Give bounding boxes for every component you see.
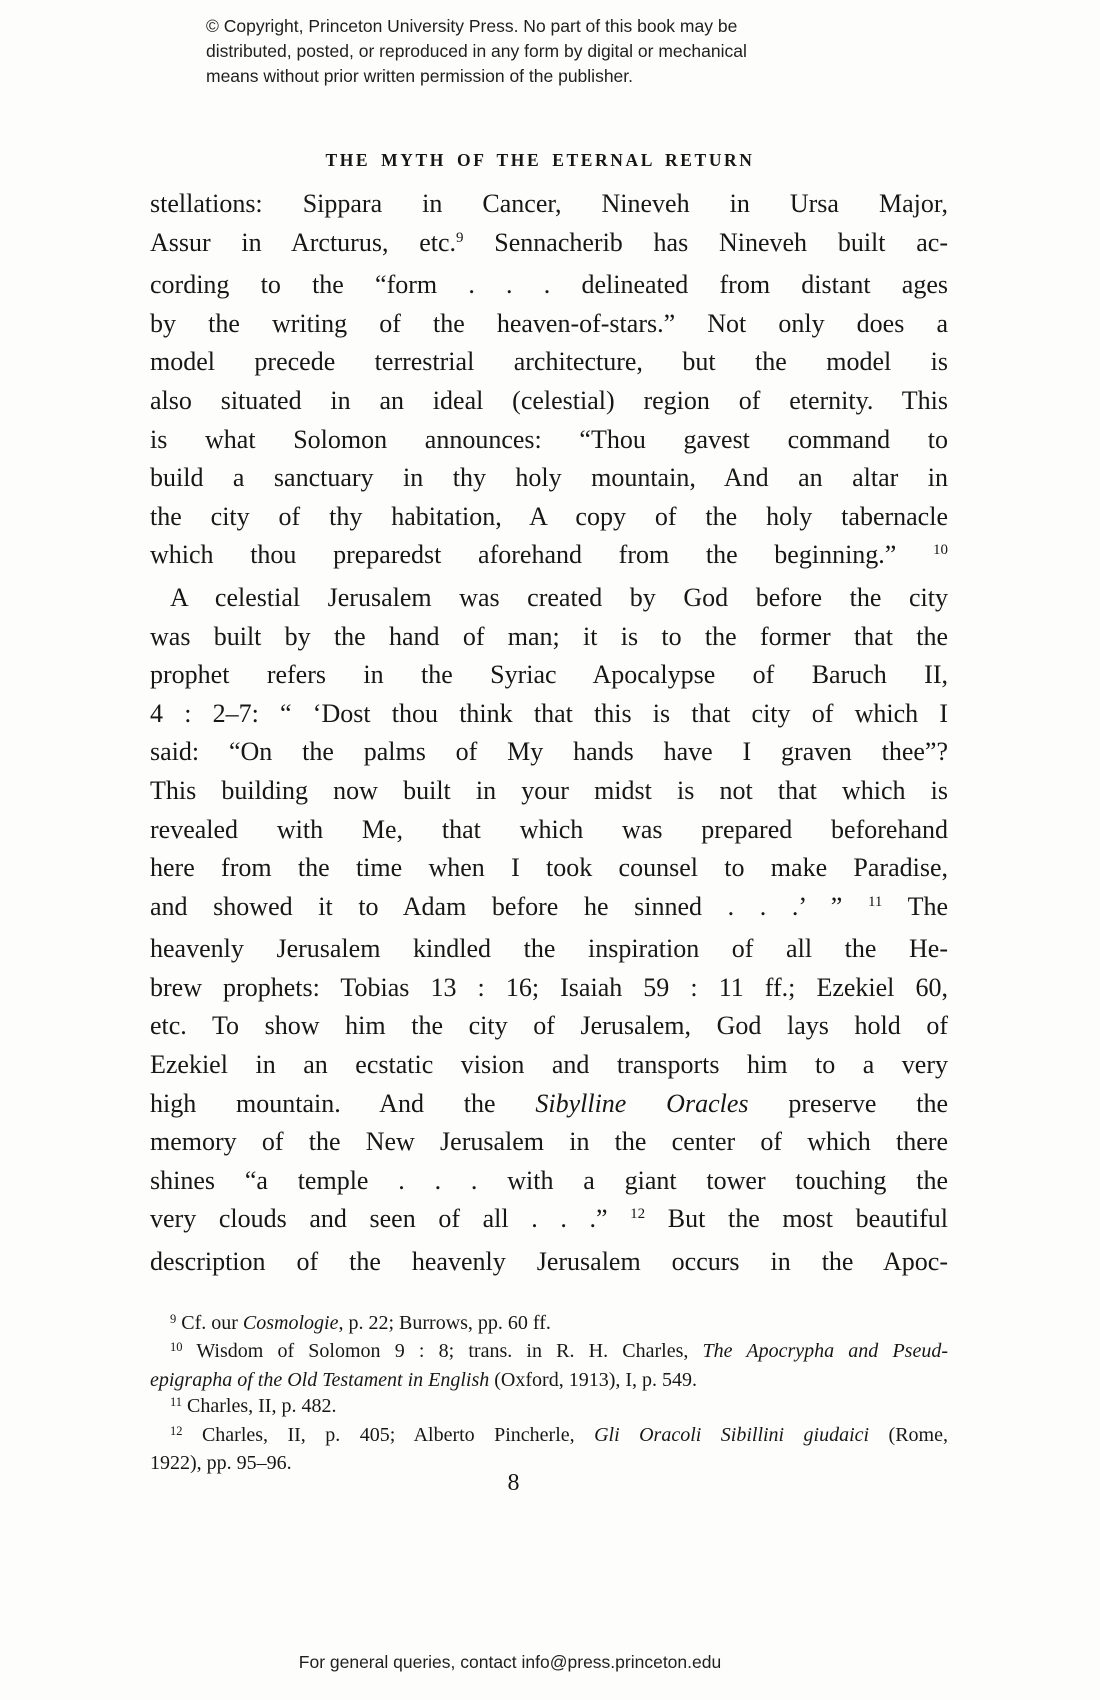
text-segment: Wisdom of Solomon 9 : 8; trans. in R. H. Charles, [182, 1340, 703, 1363]
body-line [150, 305, 948, 344]
text-segment: the city of thy habitation, A copy of the holy tabernacle [150, 501, 948, 531]
text-segment: revealed with Me, that which was prepared beforehand [150, 814, 948, 844]
body-line [150, 1007, 948, 1046]
body-line [150, 224, 948, 267]
italic-text: epigrapha of the Old Testament in English [150, 1368, 490, 1391]
text-segment: high mountain. And the [150, 1088, 536, 1118]
text-segment: Charles, II, p. 482. [182, 1395, 337, 1418]
footnotes [150, 1310, 948, 1476]
copyright-line: © Copyright, Princeton University Press. No part of this book may be [206, 16, 738, 36]
body-line [150, 733, 948, 772]
copyright-line: means without prior written permission of the publisher. [206, 66, 634, 86]
text-segment: also situated in an ideal (celestial) region of eternity. This [150, 385, 948, 415]
copyright-notice [206, 14, 866, 89]
body-line [150, 888, 948, 931]
text-segment: But the most beautiful [645, 1204, 948, 1234]
body-line [150, 579, 948, 618]
body-line [150, 849, 948, 888]
text-segment: , p. 22; Burrows, pp. 60 ff. [338, 1312, 551, 1334]
body-line [150, 1046, 948, 1085]
italic-text: Sibylline Oracles [535, 1088, 749, 1118]
text-segment: shines “a temple . . . with a giant tower touching the [150, 1165, 948, 1195]
text-segment: model precede terrestrial architecture, but the model is [150, 347, 948, 377]
body-line [150, 343, 948, 382]
text-segment: Sennacherib has Nineveh built ac- [463, 227, 948, 257]
text-segment: heavenly Jerusalem kindled the inspiration of all the He- [150, 934, 948, 964]
text-segment: A celestial Jerusalem was created by God before the city [170, 582, 948, 612]
body-text [150, 185, 948, 1282]
footnote-reference: 9 [456, 229, 464, 246]
footnote-line [150, 1310, 948, 1338]
text-segment: The [882, 891, 949, 921]
text-segment: This building now built in your midst is not that which is [150, 775, 948, 805]
text-segment: build a sanctuary in thy holy mountain, And an altar in [150, 463, 948, 493]
text-segment: prophet refers in the Syriac Apocalypse of Baruch II, [150, 660, 948, 690]
text-segment: stellations: Sippara in Cancer, Nineveh in Ursa Major, [150, 189, 948, 218]
italic-text: The Apocrypha and Pseud- [702, 1340, 949, 1363]
text-segment: preserve the [748, 1088, 948, 1118]
text-segment: very clouds and seen of all . . .” [150, 1204, 631, 1234]
footnote-line [150, 1393, 948, 1421]
copyright-line: distributed, posted, or reproduced in any form by digital or mechanical [206, 41, 747, 61]
footnote-reference: 10 [170, 1340, 183, 1355]
text-segment: said: “On the palms of My hands have I graven thee”? [150, 737, 948, 767]
text-segment: which thou preparedst aforehand from the beginning.” [150, 540, 933, 570]
footnote-reference: 11 [867, 893, 883, 910]
text-segment: memory of the New Jerusalem in the center of which there [150, 1127, 948, 1157]
body-line [150, 618, 948, 657]
text-segment: (Rome, [869, 1423, 948, 1446]
body-line [150, 266, 948, 305]
text-segment: cording to the “form . . . delineated from distant ages [150, 270, 948, 300]
footnote-line [150, 1422, 948, 1450]
italic-text: Gli Oracoli Sibillini giudaici [594, 1423, 870, 1446]
body-line [150, 1243, 948, 1282]
text-segment: Ezekiel in an ecstatic vision and transports him to a very [150, 1050, 948, 1080]
text-segment: is what Solomon announces: “Thou gavest command to [150, 424, 948, 454]
text-segment: 4 : 2–7: “ ‘Dost thou think that this is that city of which I [150, 698, 948, 728]
body-line [150, 772, 948, 811]
text-segment: Assur in Arcturus, etc. [150, 227, 457, 257]
text-segment: (Oxford, 1913), I, p. 549. [489, 1368, 698, 1391]
footnote-reference: 9 [170, 1312, 177, 1326]
text-segment: and showed it to Adam before he sinned . . .’ ” [150, 891, 868, 921]
footer-contact: For general queries, contact info@press.princeton.edu [298, 1652, 722, 1672]
text-segment: here from the time when I took counsel to make Paradise, [150, 853, 948, 883]
body-line [150, 382, 948, 421]
body-line [150, 656, 948, 695]
text-segment: description of the heavenly Jerusalem occurs in the Apoc- [150, 1247, 948, 1277]
body-line [150, 421, 948, 460]
body-line [150, 459, 948, 498]
page-number: 8 [507, 1470, 520, 1496]
body-line [150, 185, 948, 224]
footnote-reference: 12 [170, 1423, 183, 1438]
running-head: THE MYTH OF THE ETERNAL RETURN [325, 150, 755, 170]
body-line [150, 1123, 948, 1162]
body-line [150, 969, 948, 1008]
body-line [150, 498, 948, 537]
body-line [150, 536, 948, 579]
body-line [150, 930, 948, 969]
body-line [150, 695, 948, 734]
body-line [150, 1085, 948, 1124]
text-segment: etc. To show him the city of Jerusalem, God lays hold of [150, 1011, 948, 1041]
footnote-reference: 11 [170, 1395, 183, 1410]
footnote-line [150, 1367, 948, 1393]
footnote-line [150, 1338, 948, 1366]
footnote-reference: 10 [933, 542, 948, 559]
footnote-reference: 12 [630, 1206, 646, 1223]
text-segment: brew prophets: Tobias 13 : 16; Isaiah 59 : 11 ff.; Ezekiel 60, [150, 972, 948, 1002]
body-line [150, 1200, 948, 1243]
text-segment: was built by the hand of man; it is to the former that the [150, 621, 948, 651]
text-segment: Charles, II, p. 405; Alberto Pincherle, [182, 1423, 595, 1446]
body-line [150, 1162, 948, 1201]
body-line [150, 811, 948, 850]
italic-text: Cosmologie [242, 1312, 339, 1334]
text-segment: by the writing of the heaven-of-stars.” Not only does a [150, 308, 948, 338]
text-segment: 1922), pp. 95–96. [150, 1452, 292, 1475]
text-segment: Cf. our [176, 1312, 243, 1334]
